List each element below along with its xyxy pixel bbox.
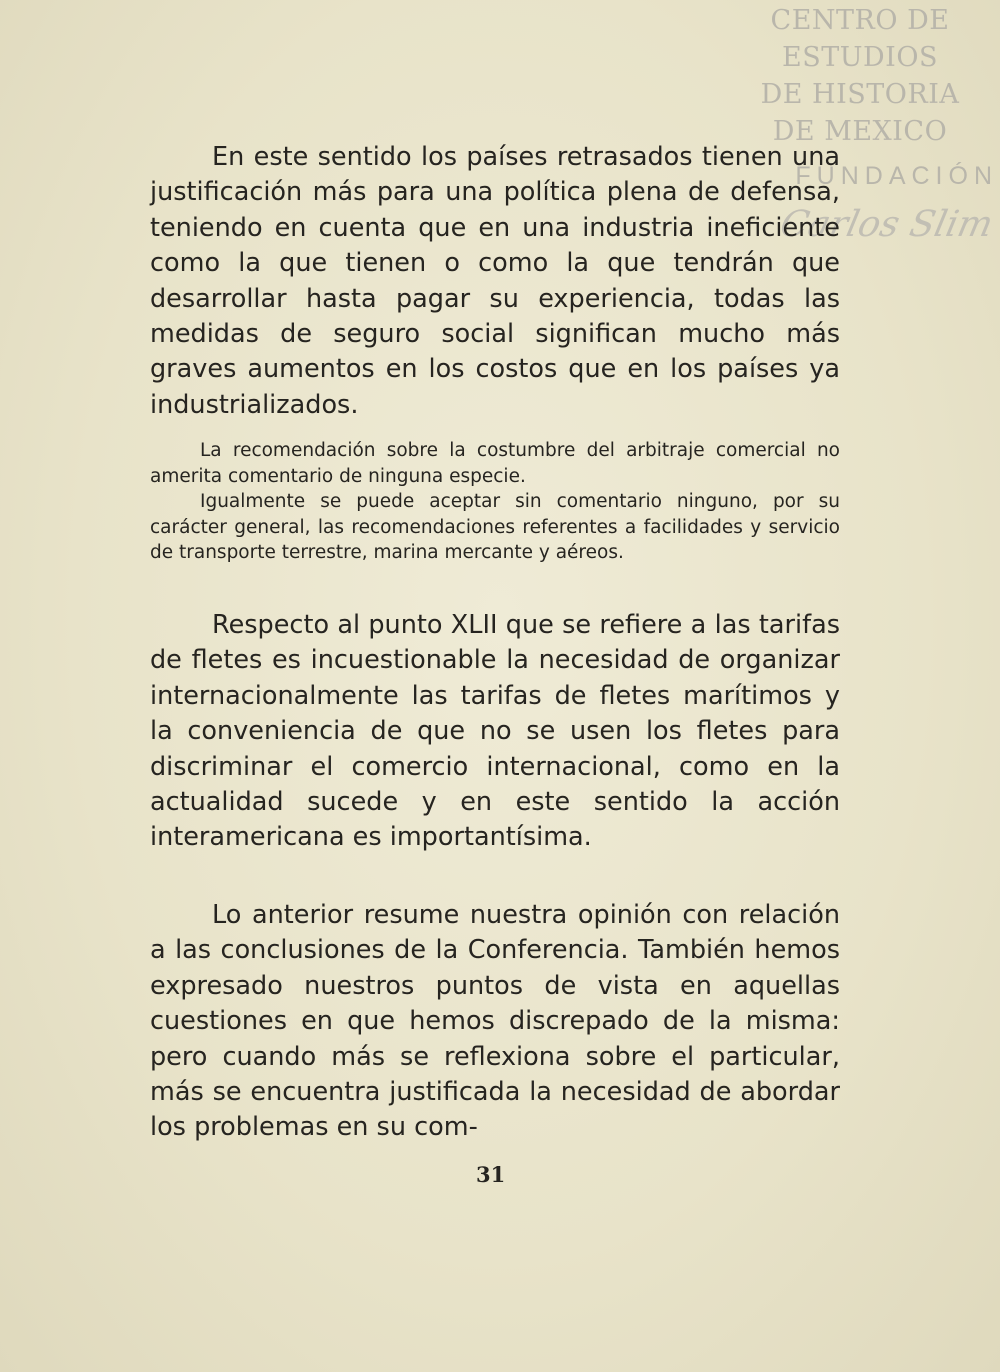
page-number: 31 xyxy=(476,1162,506,1187)
paragraph-tarifas: Respecto al punto XLII que se refiere a las tarifas de fletes es incuestionable la necesidad de organizar internacionalmente las tarifas de fletes marítimos y la conveniencia de que no se usen los fletes para discriminar el comercio internacional, como en la actualidad sucede y en este sentido la acción interamericana es importantísima. xyxy=(150,610,840,853)
watermark-fundacion: FUNDACIÓN xyxy=(795,162,998,190)
paragraph-defensa: En este sentido los países retrasados tienen una justificación más para una política plena de defensa, teniendo en cuenta que en una industria ineficiente como la que tienen o como la que tendrán que desarrollar hasta pagar su experiencia, todas las medidas de seguro social significan mucho más graves aumentos en los costos que en los países ya industrializados. xyxy=(150,142,840,420)
watermark-signature: Carlos Slim xyxy=(776,204,997,245)
paragraph-conclusiones: Lo anterior resume nuestra opinión con relación a las conclusiones de la Conferencia. También hemos expresado nuestros puntos de vista en aquellas cuestiones en que hemos discrepado de la misma: pero cuando más se reflexiona sobre el particular, más se encuentra justificada la necesidad de abordar los problemas en su com- xyxy=(150,900,840,1143)
paragraph-block-1 xyxy=(150,140,840,423)
paragraph-block-3 xyxy=(150,898,840,1146)
paragraph-block-2 xyxy=(150,608,840,856)
paragraph-transporte: Igualmente se puede aceptar sin comentario ninguno, por su carácter general, las recomendaciones referentes a facilidades y servicio de transporte terrestre, marina mercante y aéreos. xyxy=(150,491,840,564)
watermark-line-4: DE MEXICO xyxy=(772,116,948,147)
watermark-line-3: DE HISTORIA xyxy=(760,79,960,110)
watermark-line-1: CENTRO DE xyxy=(770,5,950,36)
watermark-line-2: ESTUDIOS xyxy=(782,42,938,73)
small-paragraph-block xyxy=(150,438,840,566)
archive-watermark xyxy=(730,2,990,150)
paragraph-arbitraje: La recomendación sobre la costumbre del arbitraje comercial no amerita comentario de ninguna especie. xyxy=(150,440,840,487)
